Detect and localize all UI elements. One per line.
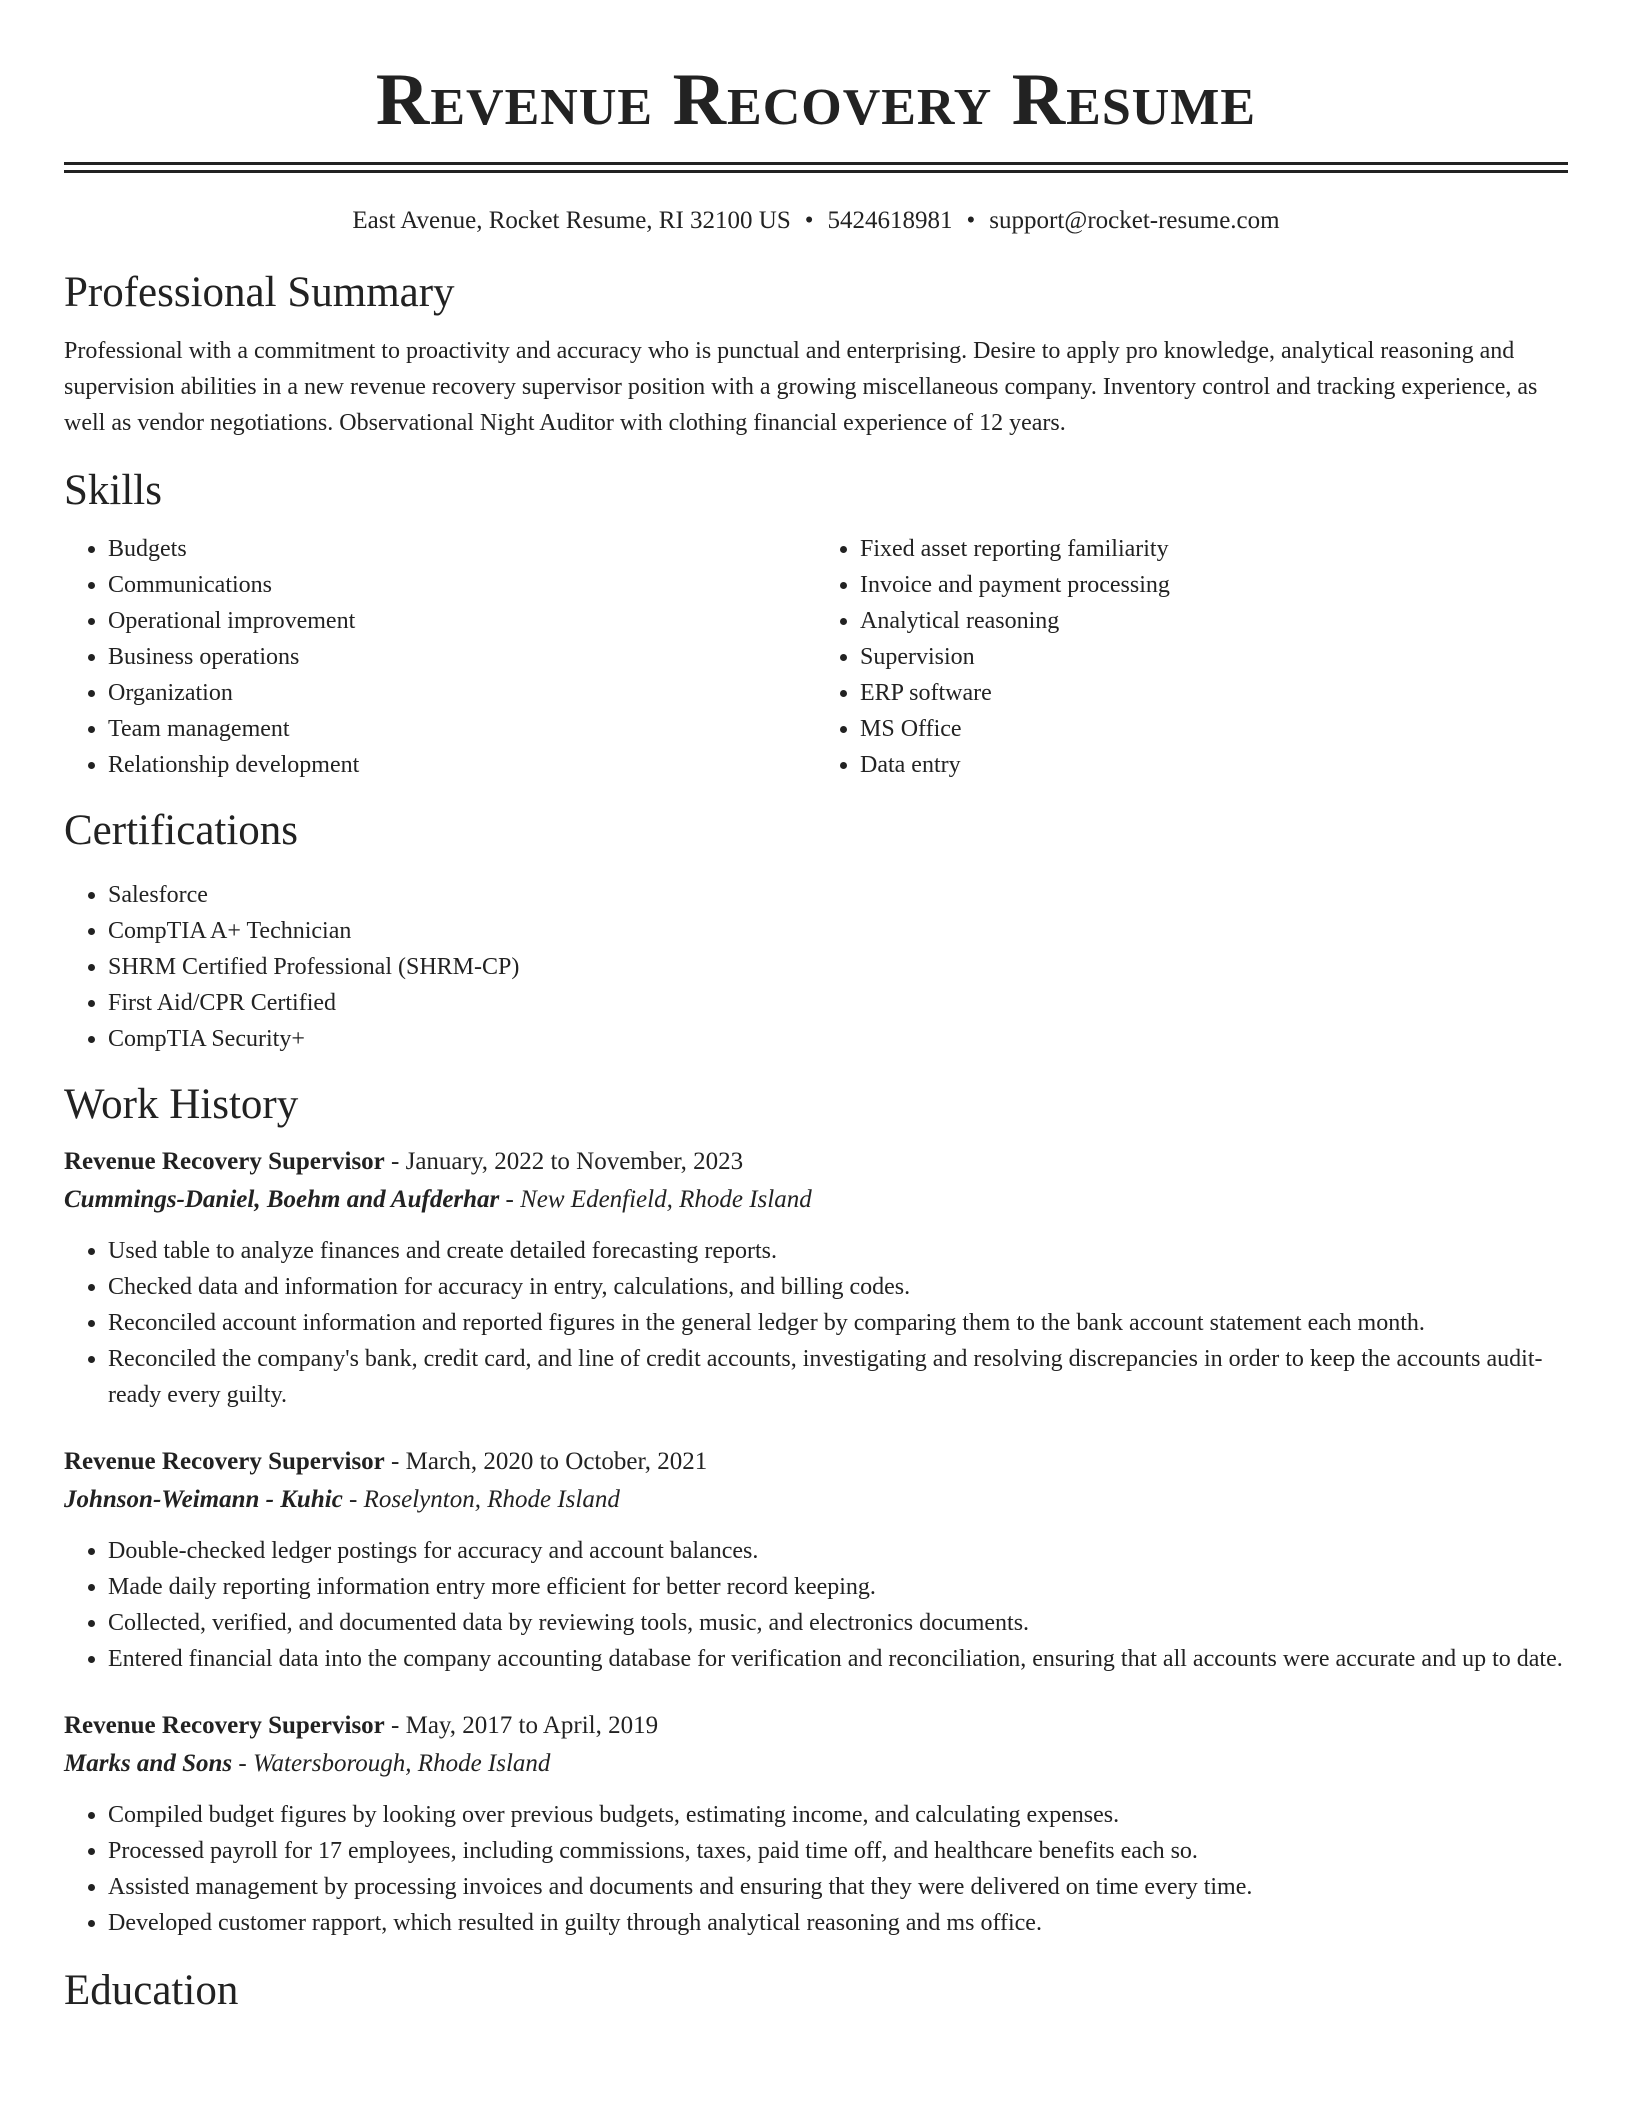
- skill-item: • Fixed asset reporting familiarity: [860, 531, 1568, 567]
- certification-item: • SHRM Certified Professional (SHRM-CP): [108, 949, 1568, 985]
- contact-email: support@rocket-resume.com: [989, 207, 1280, 234]
- skill-item: • Organization: [108, 675, 816, 711]
- skill-item: • Operational improvement: [108, 603, 816, 639]
- certification-item: • CompTIA Security+: [108, 1021, 1568, 1057]
- job-bullet: • Reconciled the company's bank, credit card, and line of credit accounts, investigating and resolving discrepancies in order to keep the accounts audit-ready every guilty.: [108, 1341, 1568, 1413]
- summary-text: Professional with a commitment to proactivity and accuracy who is punctual and enterprising. Desire to apply pro knowledge, analytical reasoning and supervision abilities in a new revenue recovery supervisor position with a growing miscellaneous company. Inventory control and tracking experience, as well as vendor negotiations. Observational Night Auditor with clothing financial experience of 12 years.: [64, 338, 1538, 436]
- job-bullet: • Double-checked ledger postings for accuracy and account balances.: [108, 1533, 1568, 1569]
- job-company-line: [64, 1481, 1568, 1519]
- skill-item: • Analytical reasoning: [860, 603, 1568, 639]
- job-title: Revenue Recovery Supervisor: [64, 1712, 385, 1739]
- job-bullets: [64, 1797, 1568, 1941]
- certification-item: • First Aid/CPR Certified: [108, 985, 1568, 1021]
- job-bullet: • Made daily reporting information entry more efficient for better record keeping.: [108, 1569, 1568, 1605]
- job-title-line: [64, 1707, 1568, 1745]
- job-bullet: • Compiled budget figures by looking over previous budgets, estimating income, and calculating expenses.: [108, 1797, 1568, 1833]
- certification-item: • Salesforce: [108, 877, 1568, 913]
- skill-item: • Data entry: [860, 747, 1568, 783]
- job-location: - Roselynton, Rhode Island: [349, 1486, 620, 1513]
- skill-item: • ERP software: [860, 675, 1568, 711]
- certifications-list: [64, 877, 1568, 1057]
- job-dates: - May, 2017 to April, 2019: [391, 1712, 659, 1739]
- certifications-heading: Certifications: [64, 807, 299, 854]
- skills-columns: [64, 531, 1568, 783]
- job-bullet: • Reconciled account information and reported figures in the general ledger by comparing them to the bank account statement each month.: [108, 1305, 1568, 1341]
- skill-item: • Supervision: [860, 639, 1568, 675]
- job-bullet: • Processed payroll for 17 employees, including commissions, taxes, paid time off, and healthcare benefits each so.: [108, 1833, 1568, 1869]
- contact-phone: 5424618981: [827, 207, 953, 234]
- job-dates: - March, 2020 to October, 2021: [391, 1448, 708, 1475]
- job-company-line: [64, 1745, 1568, 1783]
- skill-item: • MS Office: [860, 711, 1568, 747]
- job-title-line: [64, 1143, 1568, 1181]
- job-location: - New Edenfield, Rhode Island: [505, 1186, 812, 1213]
- contact-separator: •: [804, 207, 814, 234]
- job-dates: - January, 2022 to November, 2023: [391, 1148, 744, 1175]
- summary-heading: Professional Summary: [64, 269, 455, 316]
- job-title-line: [64, 1443, 1568, 1481]
- job-bullets: [64, 1233, 1568, 1413]
- job-entry: [64, 1143, 1568, 1413]
- skill-item: • Communications: [108, 567, 816, 603]
- contact-address: East Avenue, Rocket Resume, RI 32100 US: [352, 207, 791, 234]
- job-bullet: • Entered financial data into the company accounting database for verification and reconciliation, ensuring that all accounts were accurate and up to date.: [108, 1641, 1568, 1677]
- job-entry: [64, 1443, 1568, 1677]
- skills-list-right: [816, 531, 1568, 783]
- job-bullet: • Developed customer rapport, which resulted in guilty through analytical reasoning and ms office.: [108, 1905, 1568, 1941]
- job-company-line: [64, 1181, 1568, 1219]
- skills-heading: Skills: [64, 467, 162, 514]
- contact-line: [64, 205, 1568, 237]
- job-entry: [64, 1707, 1568, 1941]
- skills-list-left: [64, 531, 816, 783]
- resume-title: Revenue Recovery Resume: [375, 59, 1257, 141]
- job-bullet: • Assisted management by processing invoices and documents and ensuring that they were delivered on time every time.: [108, 1869, 1568, 1905]
- job-bullet: • Used table to analyze finances and create detailed forecasting reports.: [108, 1233, 1568, 1269]
- skill-item: • Invoice and payment processing: [860, 567, 1568, 603]
- job-title: Revenue Recovery Supervisor: [64, 1148, 385, 1175]
- job-company: Johnson-Weimann - Kuhic: [64, 1486, 343, 1513]
- skill-item: • Relationship development: [108, 747, 816, 783]
- header-double-rule: [64, 162, 1568, 173]
- job-location: - Watersborough, Rhode Island: [238, 1750, 551, 1777]
- job-bullet: • Collected, verified, and documented data by reviewing tools, music, and electronics documents.: [108, 1605, 1568, 1641]
- contact-separator: •: [966, 207, 976, 234]
- certification-item: • CompTIA A+ Technician: [108, 913, 1568, 949]
- job-bullets: [64, 1533, 1568, 1677]
- work-history-heading: Work History: [64, 1081, 299, 1128]
- skill-item: • Business operations: [108, 639, 816, 675]
- skill-item: • Team management: [108, 711, 816, 747]
- job-company: Cummings-Daniel, Boehm and Aufderhar: [64, 1186, 500, 1213]
- skill-item: • Budgets: [108, 531, 816, 567]
- job-bullet: • Checked data and information for accuracy in entry, calculations, and billing codes.: [108, 1269, 1568, 1305]
- job-title: Revenue Recovery Supervisor: [64, 1448, 385, 1475]
- education-heading: Education: [64, 1967, 239, 2014]
- job-company: Marks and Sons: [64, 1750, 233, 1777]
